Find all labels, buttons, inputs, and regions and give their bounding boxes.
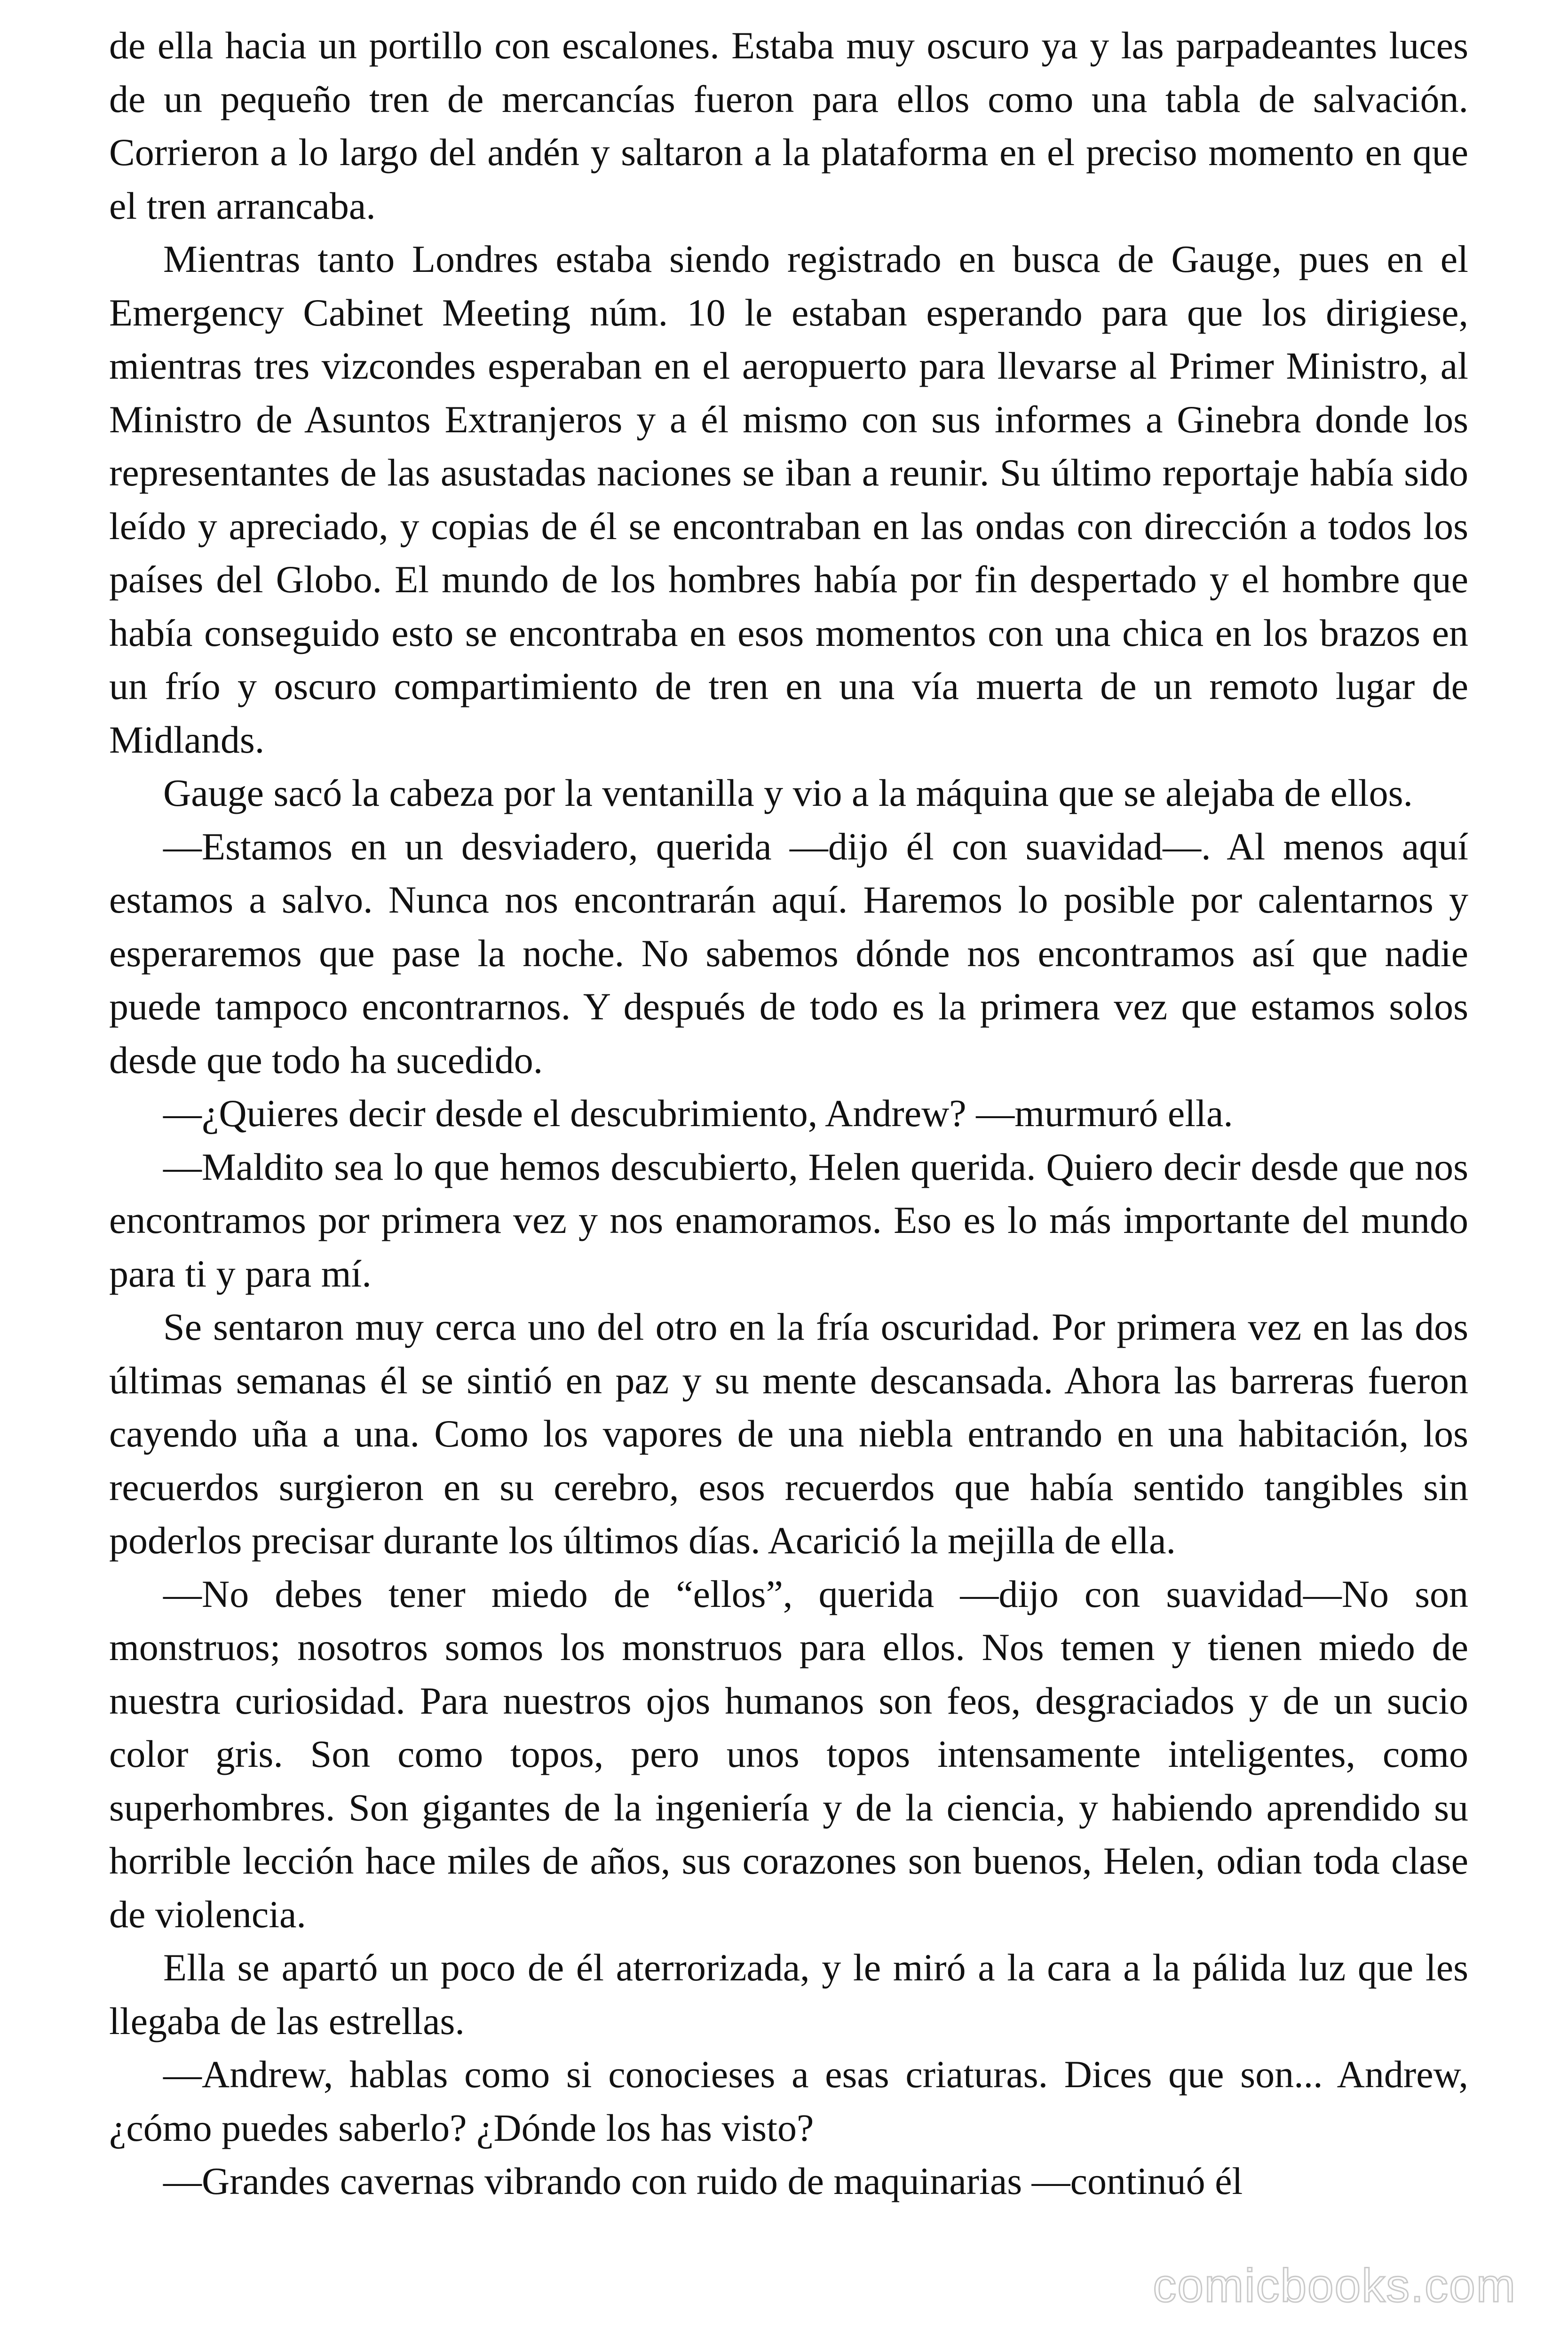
book-page (109, 19, 1468, 2324)
paragraph-2: Mientras tanto Londres estaba siendo registrado en busca de Gauge, pues en el Emergency Cabinet Meeting núm. 10 le estaban esperando para que los dirigiese, mientras tres vizcondes esperaban en el aeropuerto para llevarse al Primer Ministro, al Ministro de Asuntos Extranjeros y a él mismo con sus informes a Ginebra donde los representantes de las asustadas naciones se iban a reunir. Su último reportaje había sido leído y apreciado, y copias de él se encontraban en las ondas con dirección a todos los países del Globo. El mundo de los hombres había por fin despertado y el hombre que había conseguido esto se encontraba en esos momentos con una chica en los brazos en un frío y oscuro compartimiento de tren en una vía muerta de un remoto lugar de Midlands. (109, 238, 1468, 761)
paragraph-4: —Estamos en un desviadero, querida —dijo él con suavidad—. Al menos aquí estamos a salvo. Nunca nos encontrarán aquí. Haremos lo posible por calentarnos y esperaremos que pase la noche. No sabemos dónde nos encontramos así que nadie puede tampoco encontrarnos. Y después de todo es la primera vez que estamos solos desde que todo ha sucedido. (109, 825, 1468, 1081)
paragraph-11: —Grandes cavernas vibrando con ruido de maquinarias —continuó él (163, 2160, 1243, 2202)
paragraph-1: de ella hacia un portillo con escalones. Estaba muy oscuro ya y las parpadeantes luces de un pequeño tren de mercancías fueron para ellos como una tabla de salvación. Corrieron a lo largo del andén y saltaron a la plataforma en el preciso momento en que el tren arrancaba. (109, 24, 1468, 227)
paragraph-3: Gauge sacó la cabeza por la ventanilla y vio a la máquina que se alejaba de ellos. (163, 771, 1413, 814)
watermark-logo: comicbooks.com (1153, 2259, 1516, 2312)
paragraph-9: Ella se apartó un poco de él aterrorizada, y le miró a la cara a la pálida luz que les llegaba de las estrellas. (109, 1946, 1468, 2042)
paragraph-7: Se sentaron muy cerca uno del otro en la fría oscuridad. Por primera vez en las dos últimas semanas él se sintió en paz y su mente descansada. Ahora las barreras fueron cayendo uña a una. Como los vapores de una niebla entrando en una habitación, los recuerdos surgieron en su cerebro, esos recuerdos que había sentido tangibles sin poderlos precisar durante los últimos días. Acarició la mejilla de ella. (109, 1305, 1468, 1562)
paragraph-10: —Andrew, hablas como si conocieses a esas criaturas. Dices que son... Andrew, ¿cómo puedes saberlo? ¿Dónde los has visto? (109, 2053, 1468, 2149)
paragraph-5: —¿Quieres decir desde el descubrimiento, Andrew? —murmuró ella. (163, 1092, 1233, 1135)
paragraph-8: —No debes tener miedo de “ellos”, querida —dijo con suavidad—No son monstruos; nosotros somos los monstruos para ellos. Nos temen y tienen miedo de nuestra curiosidad. Para nuestros ojos humanos son feos, desgraciados y de un sucio color gris. Son como topos, pero unos topos intensamente inteligentes, como superhombres. Son gigantes de la ingeniería y de la ciencia, y habiendo aprendido su horrible lección hace miles de años, sus corazones son buenos, Helen, odian toda clase de violencia. (109, 1572, 1468, 1936)
paragraph-6: —Maldito sea lo que hemos descubierto, Helen querida. Quiero decir desde que nos encontramos por primera vez y nos enamoramos. Eso es lo más importante del mundo para ti y para mí. (109, 1145, 1468, 1295)
